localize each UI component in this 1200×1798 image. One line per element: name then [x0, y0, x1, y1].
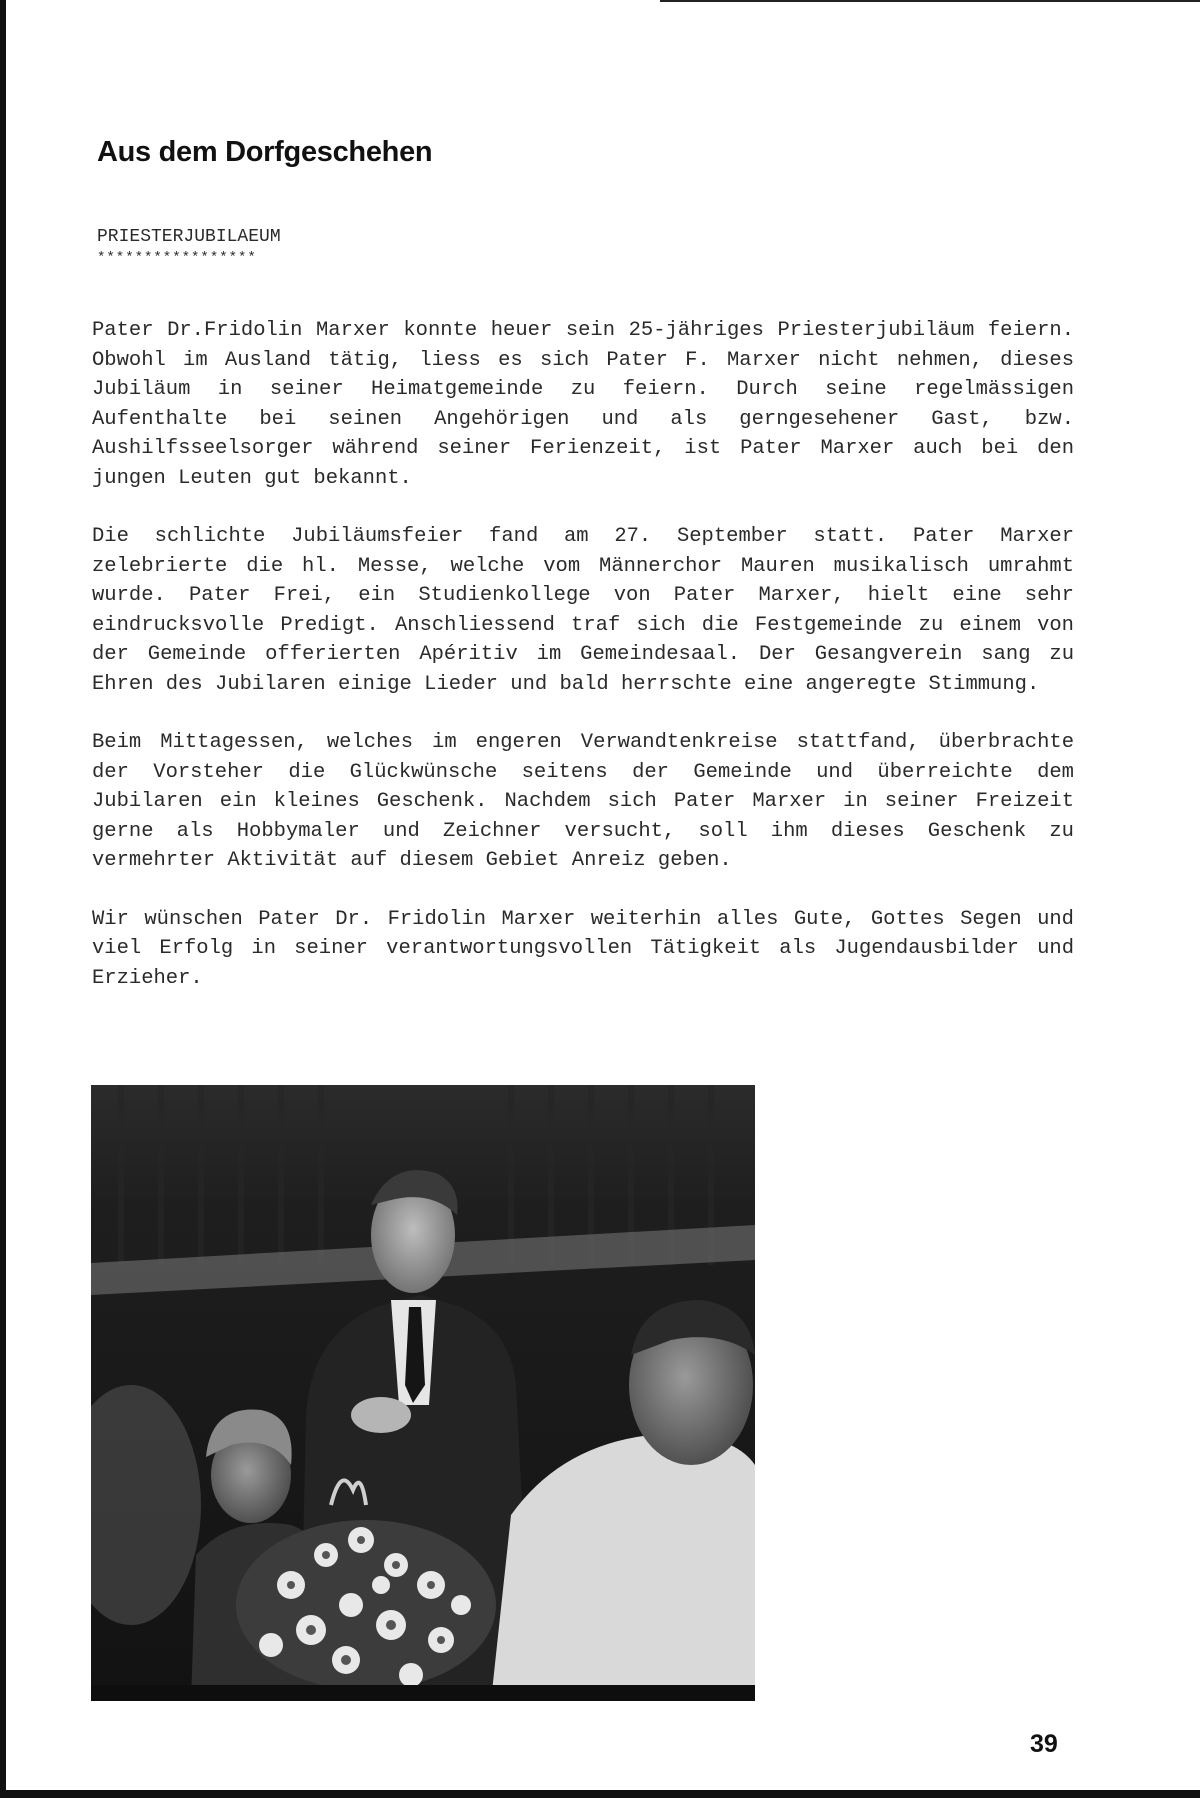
top-rule [660, 0, 1200, 2]
article-paragraph-2: Die schlichte Jubiläumsfeier fand am 27. September statt. Pater Marxer zelebrierte die hl. Messe, welche vom Männerchor Mauren musikalisch umrahmt wurde. Pater Frei, ein Studienkollege von Pater Marxer, hielt eine sehr eindrucksvolle Predigt. Anschliessend traf sich die Festgemeinde zu einem von der Gemeinde offerierten Apéritiv im Gemeindesaal. Der Gesangverein sang zu Ehren des Jubilaren einige Lieder und bald herrschte eine angeregte Stimmung. [92, 525, 1074, 696]
article-paragraph-4: Wir wünschen Pater Dr. Fridolin Marxer weiterhin alles Gute, Gottes Segen und viel Erfolg in seiner verantwortungsvollen Tätigkeit als Jugendausbilder und Erzieher. [92, 907, 1074, 990]
section-heading-underline: ***************** [97, 250, 257, 266]
scan-left-edge [0, 0, 6, 1798]
article-body [92, 316, 1074, 1022]
scan-bottom-edge [0, 1790, 1200, 1798]
article-paragraph-1: Pater Dr.Fridolin Marxer konnte heuer sein 25-jähriges Priesterjubiläum feiern. Obwohl im Ausland tätig, liess es sich Pater F. Marxer nicht nehmen, dieses Jubiläum in seiner Heimatgemeinde zu feiern. Durch seine regelmässigen Aufenthalte bei seinen Angehörigen und als gerngesehener Gast, bzw. Aushilfsseelsorger während seiner Ferienzeit, ist Pater Marxer auch bei den jungen Leuten gut bekannt. [92, 319, 1074, 490]
section-heading-text: PRIESTERJUBILAEUM [97, 227, 281, 247]
section-heading [97, 226, 281, 266]
photo-table-edge [91, 1685, 755, 1701]
photograph-icon [91, 1085, 755, 1701]
page-title: Aus dem Dorfgeschehen [97, 136, 433, 168]
page-number: 39 [1030, 1730, 1058, 1758]
event-photograph [91, 1085, 755, 1701]
photo-man-hands [351, 1397, 411, 1433]
article-paragraph-3: Beim Mittagessen, welches im engeren Verwandtenkreise stattfand, überbrachte der Vorsteher die Glückwünsche seitens der Gemeinde und überreichte dem Jubilaren ein kleines Geschenk. Nachdem sich Pater Marxer in seiner Freizeit gerne als Hobbymaler und Zeichner versucht, soll ihm dieses Geschenk zu vermehrter Aktivität auf diesem Gebiet Anreiz geben. [92, 731, 1074, 872]
